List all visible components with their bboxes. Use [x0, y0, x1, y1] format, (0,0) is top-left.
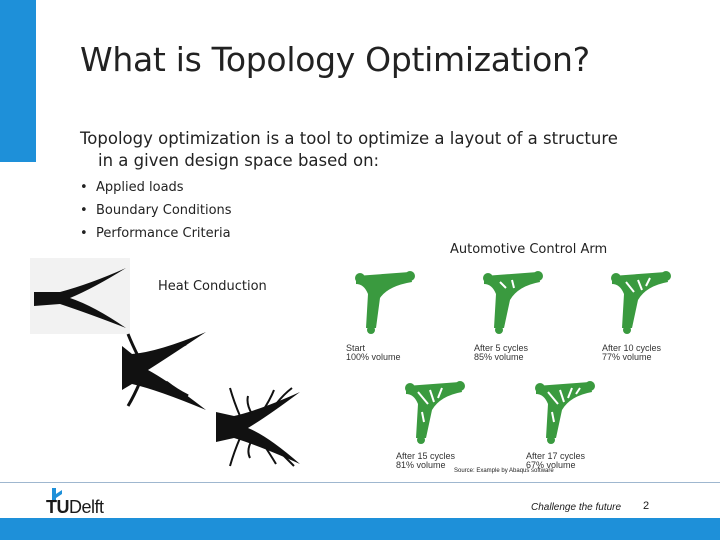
intro-line-2: in a given design space based on:: [98, 151, 380, 170]
control-arm-5-cycles: [478, 268, 548, 334]
arm-label: After 10 cycles 77% volume: [602, 343, 662, 362]
page-number: 2: [643, 500, 650, 512]
accent-bar: [0, 0, 36, 162]
bullet-icon: •: [80, 180, 88, 195]
automotive-caption: Automotive Control Arm: [450, 242, 608, 257]
list-item: • Applied loads: [80, 178, 232, 201]
criteria-list: [80, 178, 232, 247]
heat-caption: Heat Conduction: [158, 279, 267, 294]
slide-title: What is Topology Optimization?: [80, 40, 590, 79]
arm-label: After 5 cycles 85% volume: [474, 343, 529, 362]
bullet-icon: •: [80, 203, 88, 218]
arm-label: Start 100% volume: [346, 343, 401, 362]
intro-text: [80, 128, 640, 172]
list-item: • Performance Criteria: [80, 224, 232, 247]
intro-line-1: Topology optimization is a tool to optimize a layout of a structure: [80, 129, 618, 148]
list-item: • Boundary Conditions: [80, 201, 232, 224]
arm-label: After 17 cycles 67% volume: [526, 451, 586, 470]
heat-conduction-image-3: [212, 384, 304, 470]
footer-divider: [0, 482, 720, 483]
bullet-icon: •: [80, 226, 88, 241]
arm-label: After 15 cycles 81% volume: [396, 451, 456, 470]
bottom-bar: [0, 518, 720, 540]
heat-conduction-image-2: [118, 326, 210, 412]
control-arm-17-cycles: [530, 378, 600, 444]
tagline: Challenge the future: [531, 502, 622, 513]
control-arm-15-cycles: [400, 378, 470, 444]
control-arm-10-cycles: [606, 268, 676, 334]
control-arm-start: [350, 268, 420, 334]
source-note: Source: Example by Abaqus software: [454, 468, 554, 474]
heat-conduction-image-1: [30, 258, 130, 334]
logo-text: TUDelft: [46, 497, 104, 517]
